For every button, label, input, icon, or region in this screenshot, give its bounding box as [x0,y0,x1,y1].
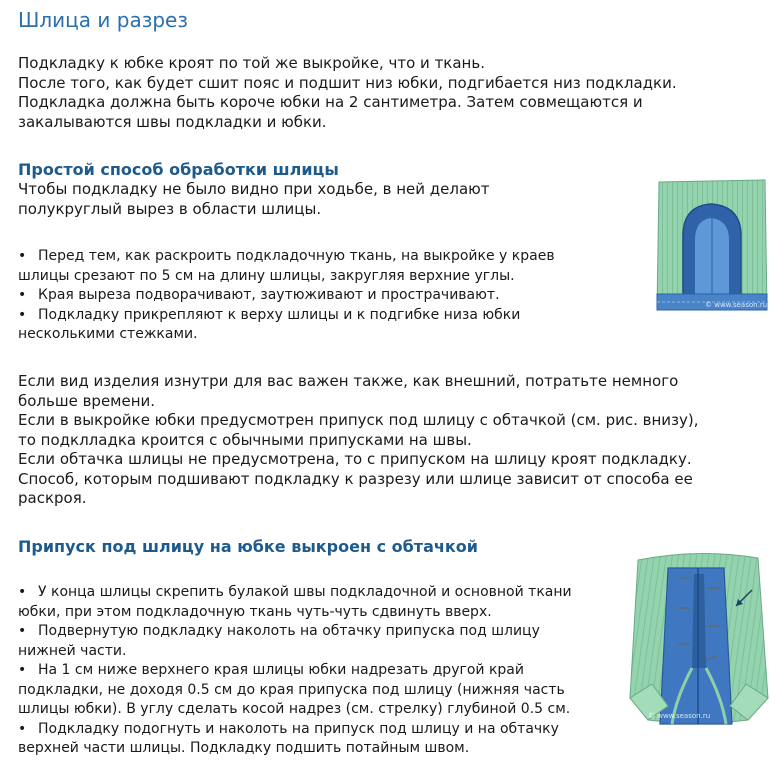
bullet-dot: • [18,623,27,639]
intro-paragraph [18,54,677,132]
section1-lead [18,180,490,219]
rounded-cutout-illustration [655,178,770,313]
list-item [18,286,555,306]
intro-line: Подкладка должна быть короче юбки на 2 сантиметра. Затем совмещаются и [18,93,643,111]
list-item [18,622,572,661]
bullet-line: Края выреза подворачивают, заутюживают и прострачивают. [38,287,500,303]
middle-line: Если в выкройке юбки предусмотрен припуск под шлицу с обтачкой (см. рис. внизу), [18,411,699,429]
middle-line: больше времени. [18,391,156,410]
bullet-dot: • [18,306,27,323]
section2-bullet-list [18,583,572,759]
bullet-line: Перед тем, как раскроить подкладочную ткань, на выкройке у краев [38,248,555,264]
section1-bullet-list [18,247,555,345]
bullet-dot: • [18,287,27,303]
bullet-line: Подкладку подогнуть и наколоть на припуск под шлицу и на обтачку [38,720,559,737]
intro-line: Подкладку к юбке кроят по той же выкройке, что и ткань. [18,54,485,72]
bullet-line: У конца шлицы скрепить булакой швы подкладочной и основной ткани [38,584,572,600]
facing-vent-illustration [628,548,770,726]
watermark-text: © www.season.ru [705,301,768,309]
list-item [18,247,555,286]
bullet-line: нижней части. [18,642,127,659]
section1-heading: Простой способ обработки шлицы [18,160,339,179]
list-item [18,306,555,345]
bullet-line: Подкладку прикрепляют к верху шлицы и к подгибке низа юбки [38,306,521,323]
bullet-line: несколькими стежками. [18,326,198,342]
bullet-dot: • [18,248,27,264]
bullet-line: Подвернутую подкладку наколоть на обтачку припуска под шлицу [38,623,540,639]
bullet-line: шлицы срезают по 5 см на длину шлицы, закругляя верхние углы. [18,267,515,284]
bullet-line: верхней части шлицы. Подкладку подшить потайным швом. [18,740,470,756]
middle-paragraph [18,372,699,509]
vent-facing-shape [692,574,706,668]
middle-line: Если вид изделия изнутри для вас важен также, как внешний, потратьте немного [18,372,679,390]
watermark-text: © www.season.ru [648,712,711,720]
bullet-line: шлицы юбки). В углу сделать косой надрез (см. стрелку) глубиной 0.5 см. [18,701,571,717]
bullet-dot: • [18,662,27,678]
section2-heading: Припуск под шлицу на юбке выкроен с обтачкой [18,537,478,556]
bullet-line: юбки, при этом подкладочную ткань чуть-чуть сдвинуть вверх. [18,603,492,620]
bullet-dot: • [18,584,27,600]
lead-line: полукруглый вырез в области шлицы. [18,199,322,218]
middle-line: раскроя. [18,489,87,507]
lead-line: Чтобы подкладку не было видно при ходьбе, в ней делают [18,180,490,198]
page-title: Шлица и разрез [18,8,188,32]
middle-line: Способ, которым подшивают подкладку к разрезу или шлице зависит от способа ее [18,469,693,488]
middle-line: Если обтачка шлицы не предусмотрена, то с припуском на шлицу кроят подкладку. [18,450,692,468]
bullet-dot: • [18,720,27,737]
middle-line: то подклладка кроится с обычными припусками на швы. [18,430,472,449]
list-item [18,583,572,622]
bullet-line: подкладки, не доходя 0.5 см до края припуска под шлицу (нижняя часть [18,681,565,698]
list-item [18,720,572,759]
list-item [18,661,572,720]
bullet-line: На 1 см ниже верхнего края шлицы юбки надрезать другой край [38,662,524,678]
intro-line: После того, как будет сшит пояс и подшит низ юбки, подгибается низ подкладки. [18,73,677,92]
intro-line: закалываются швы подкладки и юбки. [18,112,327,131]
